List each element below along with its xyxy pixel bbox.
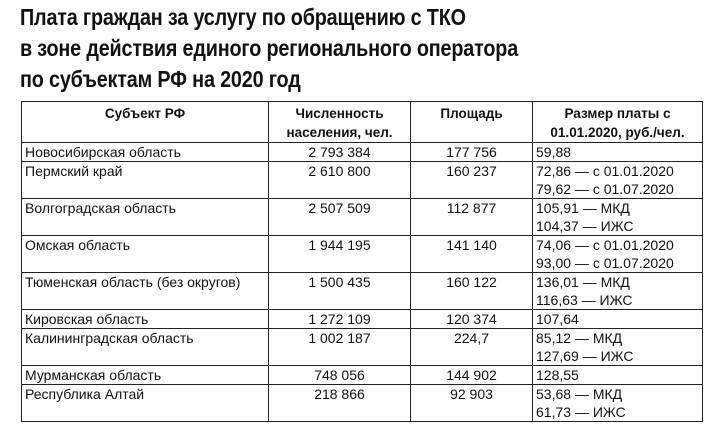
table-row: [22, 273, 703, 310]
table-row: [22, 162, 703, 199]
table-row: [22, 236, 703, 273]
cell-population: 2 793 384: [269, 143, 411, 162]
cell-fee: [533, 236, 703, 273]
table-body: [22, 143, 703, 422]
cell-population: 1 944 195: [269, 236, 411, 273]
cell-subject: Мурманская область: [22, 366, 269, 385]
fee-line: 59,88: [536, 144, 572, 160]
cell-subject: Волгоградская область: [22, 199, 269, 236]
header-area-text: Площадь: [440, 106, 503, 121]
fee-line: 107,64: [536, 311, 579, 327]
fee-line: 136,01 — МКД: [536, 274, 630, 290]
table-header-row: [22, 102, 703, 143]
title-line-2: в зоне действия единого регионального оператора: [20, 35, 519, 61]
fee-line: 53,68 — МКД: [536, 386, 623, 402]
table-row: [22, 385, 703, 422]
cell-subject: Тюменская область (без округов): [22, 273, 269, 310]
cell-fee: [533, 385, 703, 422]
fee-line: 72,86 — с 01.01.2020: [536, 163, 674, 179]
cell-fee: [533, 199, 703, 236]
header-population: [269, 102, 411, 143]
cell-subject: Новосибирская область: [22, 143, 269, 162]
header-fee: [533, 102, 703, 143]
fee-line: 61,73 — ИЖС: [536, 404, 626, 420]
fee-line: 79,62 — с 01.07.2020: [536, 181, 674, 197]
table-row: [22, 366, 703, 385]
cell-subject: Республика Алтай: [22, 385, 269, 422]
cell-area: 92 903: [411, 385, 533, 422]
table-row: [22, 310, 703, 329]
table-row: [22, 329, 703, 366]
cell-population: 1 272 109: [269, 310, 411, 329]
table-row: [22, 143, 703, 162]
cell-area: 112 877: [411, 199, 533, 236]
title-line-3: по субъектам РФ на 2020 год: [20, 66, 301, 92]
table-row: [22, 199, 703, 236]
cell-area: 120 374: [411, 310, 533, 329]
cell-population: 1 500 435: [269, 273, 411, 310]
cell-subject: Калининградская область: [22, 329, 269, 366]
cell-area: 144 902: [411, 366, 533, 385]
cell-area: 160 122: [411, 273, 533, 310]
cell-subject: Омская область: [22, 236, 269, 273]
cell-subject: Пермский край: [22, 162, 269, 199]
cell-fee: [533, 329, 703, 366]
header-subject: [22, 102, 269, 143]
fee-line: 127,69 — ИЖС: [536, 348, 634, 364]
cell-area: 160 237: [411, 162, 533, 199]
fee-line: 85,12 — МКД: [536, 330, 623, 346]
cell-subject: Кировская область: [22, 310, 269, 329]
title-line-1: Плата граждан за услугу по обращению с ТКО: [20, 4, 466, 30]
header-fee-line-1: Размер платы с: [564, 106, 671, 121]
page-title: [20, 2, 605, 95]
fee-line: 104,37 — ИЖС: [536, 218, 634, 234]
header-area: [411, 102, 533, 143]
header-population-line-1: Численность: [295, 106, 384, 121]
cell-fee: [533, 143, 703, 162]
cell-population: 2 610 800: [269, 162, 411, 199]
fee-line: 105,91 — МКД: [536, 200, 630, 216]
cell-fee: [533, 273, 703, 310]
cell-fee: [533, 366, 703, 385]
fee-line: 128,55: [536, 367, 579, 383]
cell-population: 218 866: [269, 385, 411, 422]
header-fee-line-2: 01.01.2020, руб./чел.: [550, 125, 685, 140]
fee-line: 116,63 — ИЖС: [536, 292, 633, 308]
cell-population: 748 056: [269, 366, 411, 385]
fee-line: 93,00 — с 01.07.2020: [536, 255, 674, 271]
fee-line: 74,06 — с 01.01.2020: [536, 237, 674, 253]
cell-area: 141 140: [411, 236, 533, 273]
header-subject-text: Субъект РФ: [104, 106, 186, 121]
cell-fee: [533, 162, 703, 199]
cell-population: 2 507 509: [269, 199, 411, 236]
cell-population: 1 002 187: [269, 329, 411, 366]
cell-fee: [533, 310, 703, 329]
cell-area: 177 756: [411, 143, 533, 162]
header-population-line-2: населения, чел.: [286, 125, 393, 140]
fee-table: [21, 101, 703, 422]
cell-area: 224,7: [411, 329, 533, 366]
